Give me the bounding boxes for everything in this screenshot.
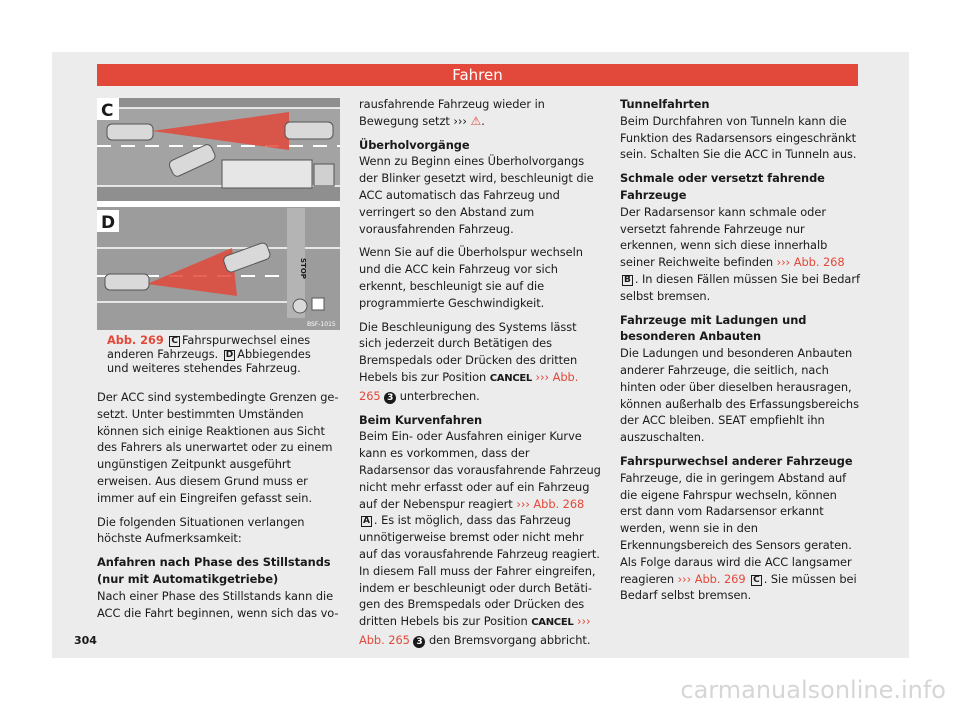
subheading: Tunnelfahrten xyxy=(620,97,710,111)
figure-reference-link[interactable]: ››› Abb. 265 xyxy=(359,614,591,647)
figure-box-a: A xyxy=(363,516,370,527)
subheading: Beim Kurvenfahren xyxy=(359,412,483,427)
position-number-badge: 3 xyxy=(384,392,396,404)
figure-reference-link[interactable]: ››› Abb. 268 xyxy=(516,496,585,511)
figure-box-c: C xyxy=(753,574,760,585)
subheading: Schmale oder versetzt fahrende Fahrzeuge xyxy=(620,171,825,202)
reference-arrows: ››› xyxy=(453,113,467,128)
panel-label-d: D xyxy=(101,213,116,233)
text-column-2 xyxy=(359,96,601,656)
page-number: 304 xyxy=(74,634,97,647)
paragraph: Die folgenden Situationen verlangen höchste Aufmerksamkeit: xyxy=(97,514,305,546)
section-header: Fahren xyxy=(97,64,858,86)
figure-caption xyxy=(107,334,329,376)
subheading: Fahrspurwechsel anderer Fahrzeuge xyxy=(620,453,853,468)
figure-illustration xyxy=(97,98,340,330)
paragraph-text: . Sie müssen bei Bedarf selbst bremsen. xyxy=(620,571,857,603)
paragraph-text: unterbrechen. xyxy=(399,388,480,403)
caption-box-c: C xyxy=(171,336,178,346)
figure-code: BSF-1015 xyxy=(307,321,336,328)
watermark: carmanualsonline.info xyxy=(680,676,946,704)
paragraph: rausfahrende Fahrzeug wieder in Bewegung setzt ››› ⚠. xyxy=(359,97,545,128)
paragraph: Wenn zu Beginn eines Überholvorgangs der Blinker gesetzt wird, beschleunigt die ACC automatisch das Fahrzeug und verringert so den Abstand zum vorausfahrenden Fahrzeug. xyxy=(359,154,594,236)
paragraph-text: Der Radarsensor kann schmale oder versetzt fahrende Fahrzeuge nur erkennen, wenn sich diese innerhalb seiner Reichweite befinden xyxy=(620,204,828,270)
paragraph-text: Die Beschleunigung des Systems lässt sich jederzeit durch Betätigen des Bremspedals oder Drücken des dritten Hebels bis zur Position xyxy=(359,319,578,384)
paragraph xyxy=(359,319,601,405)
figure-reference-link[interactable]: ››› Abb. 268 xyxy=(776,255,845,270)
stop-road-marking: STOP xyxy=(299,258,307,279)
figure-box-b: B xyxy=(624,274,631,285)
caption-text-d: Abbiegendes und weiteres stehendes Fahrzeug. xyxy=(107,348,311,375)
caption-box-d: D xyxy=(225,350,234,360)
paragraph-text: . In diesen Fällen müssen Sie bei Bedarf selbst bremsen. xyxy=(620,271,860,303)
paragraph-text: Fahrzeuge, die in geringem Abstand auf die eigene Fahrspur wechseln, können erst dann vom Radarsensor erkannt werden, wenn sie in den Erkennungsbereich des Sensors geraten. Als Folge daraus wird die ACC langsamer reagieren xyxy=(620,470,852,586)
paragraph xyxy=(620,470,860,604)
paragraph: Beim Durchfahren von Tunneln kann die Funktion des Radarsensors eingeschränkt sein. Schalten Sie die ACC in Tunneln aus. xyxy=(620,113,857,162)
warning-icon: ⚠ xyxy=(470,113,482,128)
text-column-1 xyxy=(97,389,342,628)
panel-label-c: C xyxy=(101,101,114,121)
paragraph-text: den Bremsvorgang abbricht. xyxy=(429,632,591,647)
subheading: Anfahren nach Phase des Stillstands (nur mit Automatikgetriebe) xyxy=(97,555,331,586)
subheading: Überholvorgänge xyxy=(359,137,470,152)
subheading: Fahrzeuge mit Ladungen und besonderen Anbauten xyxy=(620,312,807,344)
figure-reference-link[interactable]: ››› Abb. 265 xyxy=(359,369,579,403)
paragraph: Die Ladungen und besonderen Anbauten anderer Fahrzeuge, die seitlich, nach hinten oder über dieselben herausragen, können außerhalb des Erfassungsbereichs der ACC bleiben. SEAT empfiehlt ihn auszuschalten. xyxy=(620,346,859,445)
paragraph-text: . Es ist möglich, dass das Fahrzeug unnötigerweise bremst oder nicht mehr auf das vorausfahrende Fahrzeug reagiert. In diesem Fall muss der Fahrer eingreifen, indem er beschleunigt oder durch Betätigen des Bremspedals oder Drücken des dritten Hebels bis zur Position xyxy=(359,513,600,629)
paragraph-text: Beim Ein- oder Ausfahren einiger Kurve kann es vorkommen, dass der Radarsensor das vorausfahrende Fahrzeug nicht mehr erfasst oder auf ein Fahrzeug auf der Nebenspur reagiert xyxy=(359,429,601,511)
caption-text-c: Fahrspurwechsel eines anderen Fahrzeugs. xyxy=(107,334,311,361)
paragraph xyxy=(359,428,601,648)
text-column-3 xyxy=(620,96,860,611)
caption-figure-number: Abb. 269 xyxy=(107,334,164,347)
paragraph xyxy=(620,204,860,305)
position-number-badge: 3 xyxy=(413,636,425,648)
paragraph: Der ACC sind systembedingte Grenzen gesetzt. Unter bestimmten Umständen können sich einige Reaktionen aus Sicht des Fahrers als unerwartet oder zu einem ungünstigen Zeitpunkt ausgeführt erweisen. Aus diesem Grund muss er immer auf ein Eingreifen gefasst sein. xyxy=(97,390,339,505)
cancel-label: CANCEL xyxy=(531,617,574,629)
paragraph: Nach einer Phase des Stillstands kann die ACC die Fahrt beginnen, wenn sich das vo- xyxy=(97,588,339,620)
cancel-label: CANCEL xyxy=(489,372,532,384)
figure-reference-link[interactable]: ››› Abb. 269 xyxy=(677,571,746,586)
paragraph-text: rausfahrende Fahrzeug wieder in Bewegung setzt xyxy=(359,97,545,128)
paragraph: Wenn Sie auf die Überholspur wechseln und die ACC kein Fahrzeug vor sich erkennt, beschleunigt sie auf die programmierte Geschwindigkeit. xyxy=(359,245,583,310)
